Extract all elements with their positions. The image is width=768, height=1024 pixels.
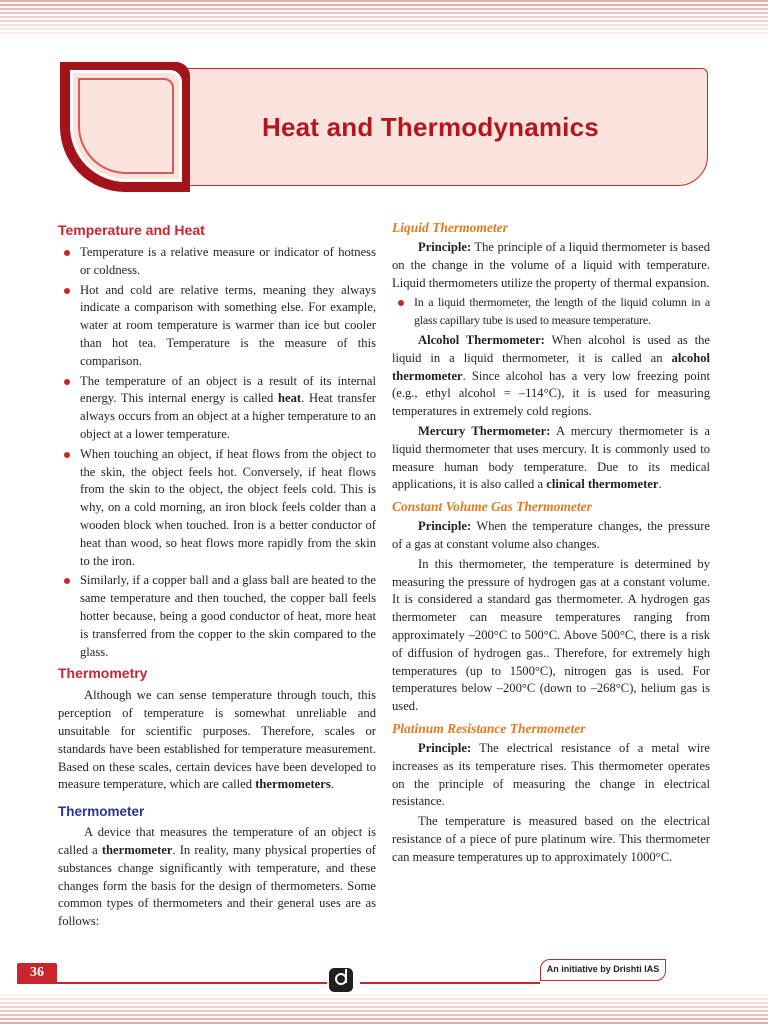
top-stripe-decoration — [0, 0, 768, 36]
chapter-title: Heat and Thermodynamics — [262, 112, 599, 142]
list-item: The temperature of an object is a result of its internal energy. This internal energy is called heat. Heat transfer always occurs from an object at a higher temperature to an object at a lower temperature. — [58, 373, 376, 444]
heading-liquid-thermometer: Liquid Thermometer — [392, 220, 508, 235]
liquid-principle-paragraph: Principle: The principle of a liquid thermometer is based on the change in the volume of a liquid with temperature. Liquid thermometers utilize the property of thermal expansion. — [392, 240, 710, 290]
gas-principle-paragraph: Principle: When the temperature changes, the pressure of a gas at constant volume also changes. — [392, 519, 710, 551]
mercury-thermometer-paragraph: Mercury Thermometer: A mercury thermometer is a liquid thermometer that uses mercury. It is commonly used to measure human body temperature. Due to its medical applications, it is also called a clinical thermometer. — [392, 423, 711, 492]
left-column — [58, 220, 376, 933]
bullet-icon — [64, 452, 70, 458]
liquid-bullet-list — [392, 294, 710, 330]
platinum-detail-paragraph: The temperature is measured based on the electrical resistance of a piece of pure platinum wire. This thermometer can measure temperatures up to approximately 1000°C. — [392, 814, 710, 864]
list-item: Temperature is a relative measure or indicator of hotness or coldness. — [58, 244, 376, 280]
section-heading-temperature-heat: Temperature and Heat — [58, 222, 205, 238]
list-item: When touching an object, if heat flows from the object to the skin, the object feels hot. Conversely, if heat flows from the skin to the object, the object feels cold. This is why, on a cold morning, an iron block feels colder than a wooden block when touched. Iron is a better conductor of heat than wood, so heat flows more rapidly from the skin to the iron. — [58, 446, 376, 571]
section-heading-thermometry: Thermometry — [58, 665, 148, 682]
bullet-icon — [64, 578, 70, 584]
footer-right-rule — [360, 982, 540, 984]
temperature-bullet-list — [58, 244, 376, 661]
list-item: Similarly, if a copper ball and a glass ball are heated to the same temperature and then touched, the copper ball feels hotter because, being a good conductor of heat, more heat is transferred from the copper to the skin compared to the glass. — [58, 572, 376, 661]
header-leaf-ring — [78, 78, 174, 174]
bullet-icon — [64, 379, 70, 385]
bullet-icon — [64, 250, 70, 256]
subheading-thermometer: Thermometer — [58, 804, 145, 820]
bottom-stripe-decoration — [0, 994, 768, 1024]
alcohol-thermometer-paragraph: Alcohol Thermometer: When alcohol is used as the liquid in a liquid thermometer, it is called an alcohol thermometer. Since alcohol has a very low freezing point (e.g., ethyl alcohol = –114°C), it is used for measuring temperatures in extremely cold regions. — [392, 332, 710, 419]
thermometry-paragraph: Although we can sense temperature through touch, this perception of temperature is somewhat unreliable and unsuitable for scientific purposes. Therefore, scales or standards have been established for temperature measurement. Based on these scales, certain devices have been developed to measure temperature, which are called thermometers. — [58, 688, 376, 792]
bullet-icon — [398, 300, 404, 306]
heading-platinum-thermometer: Platinum Resistance Thermometer — [392, 720, 586, 736]
footer-left-rule — [17, 982, 327, 984]
list-item: Hot and cold are relative terms, meaning they always indicate a comparison with something else. For example, water at room temperature is warmer than ice but cooler than hot tea. Temperature is the measure of this comparison. — [58, 282, 376, 371]
heading-gas-thermometer: Constant Volume Gas Thermometer — [392, 499, 592, 515]
logo-d-stem — [345, 969, 347, 983]
right-column — [392, 220, 710, 869]
list-item: In a liquid thermometer, the length of the liquid column in a glass capillary tube is used to measure temperature. — [392, 294, 710, 330]
page-number: 36 — [17, 963, 57, 983]
initiative-badge: An initiative by Drishti IAS — [540, 959, 666, 981]
platinum-principle-paragraph: Principle: The electrical resistance of a metal wire increases as its temperature rises. This thermometer operates on the principle of measuring the change in electrical resistance. — [392, 740, 710, 809]
gas-detail-paragraph: In this thermometer, the temperature is determined by measuring the pressure of hydrogen gas at a constant volume. It is considered a standard gas thermometer. A hydrogen gas thermometer can measure temperatures ranging from approximately –200°C to 500°C. Above 500°C, there is a risk of diffusion of hydrogen gas.. Therefore, for extremely high temperatures (up to 1500°C), nitrogen gas is used. For temperatures below –200°C (down to –268°C), helium gas is used. — [392, 556, 710, 714]
thermometer-paragraph: A device that measures the temperature of an object is called a thermometer. In reality, many physical properties of substances change significantly with temperature, and these changes form the basis for the design of thermometers. Some common types of thermometers and their general uses are as follows: — [58, 825, 377, 929]
bullet-icon — [64, 288, 70, 294]
